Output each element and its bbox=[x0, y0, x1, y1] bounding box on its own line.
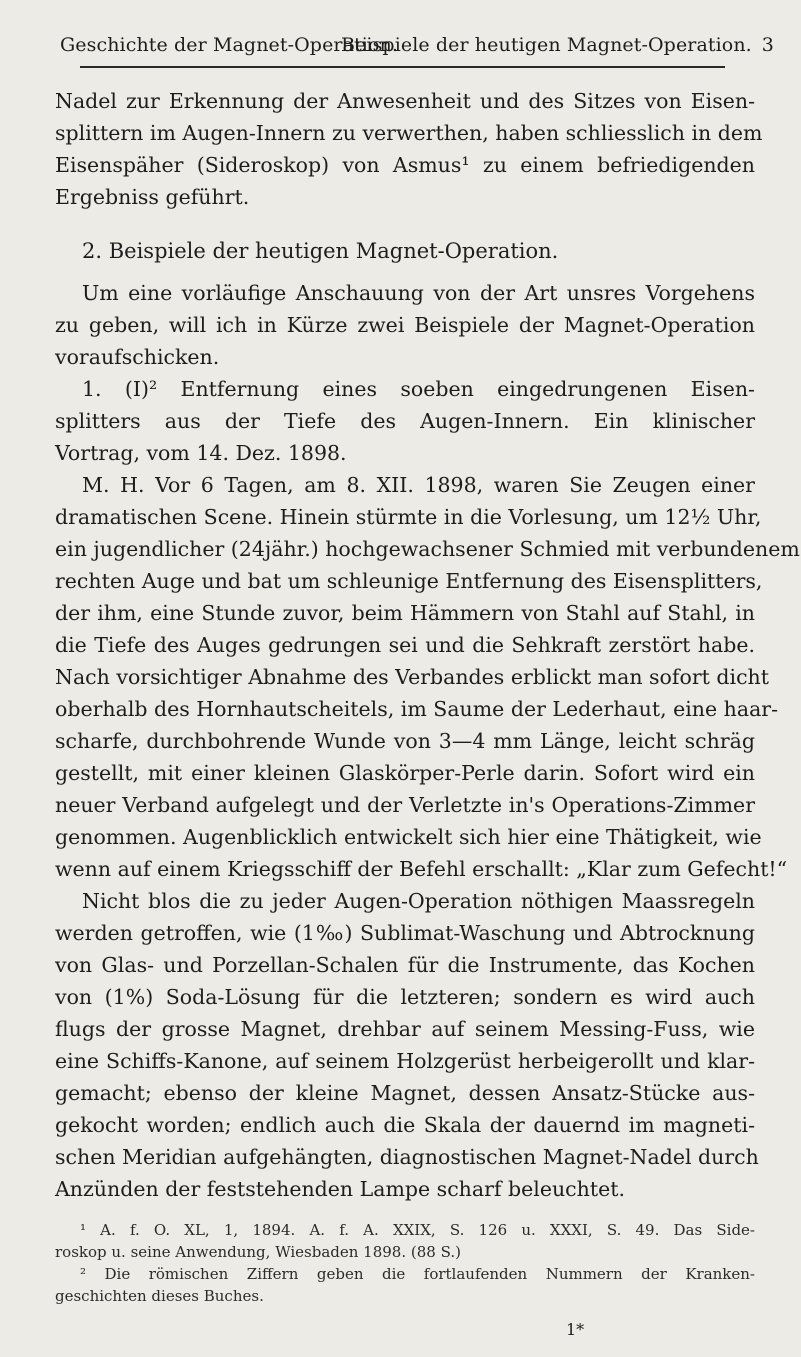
text-line: splittern im Augen-Innern zu verwerthen, haben schliesslich in dem bbox=[55, 121, 763, 145]
case-title-line: 1. (I)² Entfernung eines soeben eingedrungenen Eisen- bbox=[82, 377, 755, 401]
text-line: genommen. Augenblicklich entwickelt sich hier eine Thätigkeit, wie bbox=[55, 825, 762, 849]
text-line: der ihm, eine Stunde zuvor, beim Hämmern von Stahl auf Stahl, in bbox=[55, 601, 755, 625]
text-line: werden getroffen, wie (1‰) Sublimat-Waschung und Abtrocknung bbox=[55, 921, 755, 945]
text-line: neuer Verband aufgelegt und der Verletzte in's Operations-Zimmer bbox=[55, 793, 755, 817]
text-line: oberhalb des Hornhautscheitels, im Saume der Lederhaut, eine haar- bbox=[55, 697, 779, 721]
text-line: wenn auf einem Kriegsschiff der Befehl erschallt: „Klar zum Gefecht!“ bbox=[55, 857, 788, 881]
page-number: 3 bbox=[761, 34, 774, 56]
text-line: Anzünden der feststehenden Lampe scharf beleuchtet. bbox=[55, 1177, 625, 1201]
case-title-line: Vortrag, vom 14. Dez. 1898. bbox=[55, 441, 347, 465]
text-line: M. H. Vor 6 Tagen, am 8. XII. 1898, waren Sie Zeugen einer bbox=[82, 473, 755, 497]
text-line: von (1%) Soda-Lösung für die letzteren; sondern es wird auch bbox=[55, 985, 755, 1009]
text-line: von Glas- und Porzellan-Schalen für die Instrumente, das Kochen bbox=[55, 953, 755, 977]
text-line: ein jugendlicher (24jähr.) hochgewachsener Schmied mit verbundenem bbox=[55, 537, 800, 561]
header-rule bbox=[80, 66, 725, 68]
text-line: Nadel zur Erkennung der Anwesenheit und des Sitzes von Eisen- bbox=[55, 89, 755, 113]
text-line: scharfe, durchbohrende Wunde von 3—4 mm Länge, leicht schräg bbox=[55, 729, 755, 753]
footnote-line: roskop u. seine Anwendung, Wiesbaden 1898. (88 S.) bbox=[55, 1243, 461, 1261]
section-heading: 2. Beispiele der heutigen Magnet-Operation. bbox=[82, 239, 559, 263]
text-line: Ergebniss geführt. bbox=[55, 185, 250, 209]
text-line: Eisenspäher (Sideroskop) von Asmus¹ zu einem befriedigenden bbox=[55, 153, 755, 177]
text-line: rechten Auge und bat um schleunige Entfernung des Eisensplitters, bbox=[55, 569, 763, 593]
running-head-center: Beispiele der heutigen Magnet-Operation. bbox=[341, 34, 752, 56]
text-line: flugs der grosse Magnet, drehbar auf seinem Messing-Fuss, wie bbox=[55, 1017, 755, 1041]
text-line: gestellt, mit einer kleinen Glaskörper-Perle darin. Sofort wird ein bbox=[55, 761, 755, 785]
signature-mark: 1* bbox=[566, 1320, 585, 1339]
text-line: gemacht; ebenso der kleine Magnet, dessen Ansatz-Stücke aus- bbox=[55, 1081, 755, 1105]
text-line: Nicht blos die zu jeder Augen-Operation nöthigen Maassregeln bbox=[82, 889, 755, 913]
footnote-line: ² Die römischen Ziffern geben die fortlaufenden Nummern der Kranken- bbox=[80, 1265, 755, 1283]
running-head-left: Geschichte der Magnet-Operation. bbox=[60, 34, 398, 56]
text-line: zu geben, will ich in Kürze zwei Beispiele der Magnet-Operation bbox=[55, 313, 755, 337]
text-line: gekocht worden; endlich auch die Skala der dauernd im magneti- bbox=[55, 1113, 755, 1137]
running-head bbox=[60, 30, 774, 68]
text-line: Nach vorsichtiger Abnahme des Verbandes erblickt man sofort dicht bbox=[55, 665, 769, 689]
footnote-line: geschichten dieses Buches. bbox=[55, 1287, 264, 1305]
text-line: dramatischen Scene. Hinein stürmte in die Vorlesung, um 12½ Uhr, bbox=[55, 505, 762, 529]
text-line: Um eine vorläufige Anschauung von der Art unsres Vorgehens bbox=[82, 281, 755, 305]
text-line: schen Meridian aufgehängten, diagnostischen Magnet-Nadel durch bbox=[55, 1145, 759, 1169]
text-line: voraufschicken. bbox=[55, 345, 220, 369]
text-line: die Tiefe des Auges gedrungen sei und die Sehkraft zerstört habe. bbox=[55, 633, 755, 657]
footnote-line: ¹ A. f. O. XL, 1, 1894. A. f. A. XXIX, S. 126 u. XXXI, S. 49. Das Side- bbox=[80, 1221, 755, 1239]
text-line: eine Schiffs-Kanone, auf seinem Holzgerüst herbeigerollt und klar- bbox=[55, 1049, 755, 1073]
case-title-line: splitters aus der Tiefe des Augen-Innern. Ein klinischer bbox=[55, 409, 755, 433]
